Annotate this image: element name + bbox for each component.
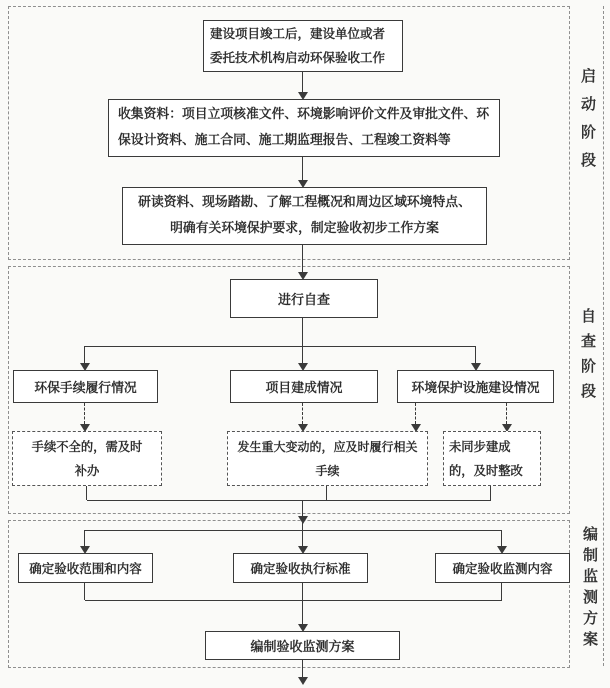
flow-line: [475, 346, 476, 363]
flow-line: [84, 530, 85, 546]
node-self-check: 进行自查: [230, 279, 378, 318]
merge-line: [87, 500, 491, 501]
flow-line: [86, 486, 87, 500]
branch-line: [85, 530, 502, 531]
node-remedy-changes: 发生重大变动的，应及时履行相关手续: [227, 431, 428, 486]
flow-line: [302, 583, 303, 624]
stage3-label: 编制监测方案: [581, 526, 599, 652]
node-collect-materials: 收集资料：项目立项核准文件、环境影响评价文件及审批文件、环保设计资料、施工合同、施工期监理报告、工程竣工资料等: [108, 99, 500, 157]
flow-line: [490, 486, 491, 500]
flow-line: [302, 660, 303, 677]
node-check-facilities: 环境保护设施建设情况: [397, 370, 554, 403]
flow-line: [84, 583, 85, 600]
branch-line: [85, 346, 476, 347]
flow-line: [501, 530, 502, 546]
flow-line: [84, 346, 85, 363]
stage2-label: 自查阶段: [579, 308, 597, 408]
outer-right-border: [603, 6, 604, 666]
arrowhead: [298, 677, 308, 685]
flow-line: [501, 583, 502, 600]
flow-line: [302, 245, 303, 272]
node-scope: 确定验收范围和内容: [18, 553, 153, 583]
dashed-flow-line: [302, 403, 303, 424]
node-start: 建设项目竣工后，建设单位或者委托技术机构启动环保验收工作: [203, 20, 403, 72]
node-check-procedures: 环保手续履行情况: [13, 370, 158, 403]
flow-line: [302, 346, 303, 363]
flow-line: [326, 486, 327, 500]
merge-line: [85, 600, 502, 601]
stage1-label: 启动阶段: [579, 68, 597, 180]
node-remedy-procedures: 手续不全的，需及时补办: [12, 431, 162, 486]
node-monitor-plan: 编制验收监测方案: [205, 631, 400, 660]
node-standards: 确定验收执行标准: [233, 553, 368, 583]
node-monitor-content: 确定验收监测内容: [435, 553, 570, 583]
flow-line: [302, 72, 303, 92]
dashed-flow-line: [84, 403, 85, 424]
node-remedy-sync: 未同步建成的，及时整改: [443, 431, 541, 486]
arrowhead: [298, 516, 308, 524]
flow-line: [302, 157, 303, 180]
dashed-flow-line: [506, 403, 507, 424]
node-check-completion: 项目建成情况: [230, 370, 378, 403]
flow-line: [302, 500, 303, 530]
flow-line: [302, 530, 303, 546]
dashed-flow-line: [415, 403, 416, 424]
node-study-plan: 研读资料、现场踏勘、了解工程概况和周边区域环境特点、明确有关环境保护要求，制定验收初步工作方案: [122, 187, 487, 245]
flow-line: [302, 318, 303, 346]
